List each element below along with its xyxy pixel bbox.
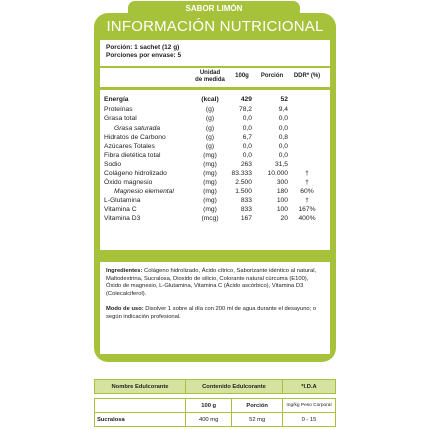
nutrient-por: 0,0 [278,143,288,150]
nutrient-name: Magnesio elemental [114,188,174,195]
col-portion: Porción [260,73,284,79]
nutrient-row [100,205,330,214]
nutrient-por: 52 [280,96,288,103]
sweetener-ida: 0 - 15 [283,413,336,427]
nutrient-por: 300 [276,179,288,186]
nutrient-row [100,160,330,169]
portion-size: Porción: 1 sachet (12 g) [106,44,180,51]
sweetener-content-header: Contenido Edulcorante [186,380,283,394]
nutrient-por: 0,0 [278,115,288,122]
nutrient-v100: 78,2 [238,106,252,113]
nutrient-v100: 0,0 [242,143,252,150]
nutrient-row [100,178,330,187]
sub-portion: Porción [232,399,283,413]
flavor-tab: SABOR LIMÓN [128,1,300,17]
nutrient-por: 20 [280,215,288,222]
col-100g: 100g [235,73,249,79]
usage-text: Disolver 1 sobre al día con 200 ml de agua durante el desayuno; o según indicación profesional. [106,306,317,320]
portions-per-pack: Porciones por envase: 5 [106,52,182,59]
nutrient-v100: 429 [240,96,252,103]
nutrient-name: Colágeno hidrolizado [104,170,167,177]
nutrient-v100: 1.500 [235,188,252,195]
ingredients-box [100,262,330,354]
nutrient-name: Vitamina C [104,206,137,213]
nutrient-row [100,105,330,114]
usage-label: Modo de uso: [106,306,144,313]
sub-ida-unit: mg/kg Peso Corporal [283,399,336,413]
nutrient-name: Grasa saturada [114,125,161,132]
nutrient-unit: (mg) [203,152,217,159]
nutrient-ddr: † [305,170,309,177]
nutrient-por: 0,0 [278,125,288,132]
nutrient-por: 0,0 [278,152,288,159]
nutrient-v100: 833 [240,197,252,204]
nutrient-row [100,95,330,104]
nutrient-unit: (mg) [203,206,217,213]
nutrient-row [100,196,330,205]
nutrient-ddr: 167% [298,206,316,213]
nutrient-name: Proteínas [104,106,133,113]
nutrient-ddr: 400% [298,215,316,222]
nutrient-ddr: † [305,197,309,204]
nutrient-v100: 6,7 [242,134,252,141]
ingredients-label: Ingredientes: [106,268,143,274]
nutrient-ddr: 60% [300,188,314,195]
nutrient-ddr: † [305,179,309,186]
nutrient-row [100,187,330,196]
nutrient-row [100,169,330,178]
sweetener-table [94,379,336,427]
nutrient-v100: 0,0 [242,125,252,132]
nutrient-v100: 833 [240,206,252,213]
sweetener-portion: 52 mg [232,413,283,427]
nutrient-unit: (mg) [203,197,217,204]
sweetener-100g: 400 mg [186,413,232,427]
nutrient-unit: (mg) [203,188,217,195]
nutrient-por: 10.000 [267,170,288,177]
nutrient-name: Hidratos de Carbono [104,134,166,141]
portion-box [100,40,330,66]
nutrient-row [100,214,330,223]
nutrient-name: Vitamina D3 [104,215,141,222]
nutrient-unit: (mcg) [201,215,219,222]
nutrient-unit: (g) [205,134,215,141]
nutrient-name: Azúcares Totales [104,143,155,150]
ingredients-text: Colágeno hidrolizado, Ácido cítrico, Saborizante idéntico al natural, Maltodextrina, Sucralosa, Dioxido de silicio, Colorante natural cúrcuma (E100), Óxido de magnesio, L-Glutamina, Vitamina C (Ácido ascórbico), Vitamina D3 (Colecalciferol). [106,268,317,297]
sub-100g: 100 g [186,399,232,413]
nutrient-row [100,133,330,142]
col-unit: Unidad de medida [195,70,225,83]
nutrient-unit: (mg) [203,170,217,177]
nutrient-unit: (kcal) [201,96,219,103]
nutrient-table [100,90,330,250]
nutrient-row [100,114,330,123]
nutrient-unit: (g) [205,115,215,122]
nutrient-v100: 83.333 [231,170,252,177]
sweetener-name: Sucralosa [95,413,186,427]
nutrient-unit: (mg) [203,179,217,186]
nutrient-por: 180 [276,188,288,195]
column-header [100,68,330,87]
nutrient-por: 9,4 [278,106,288,113]
nutrient-unit: (g) [205,143,215,150]
nutrient-v100: 0,0 [242,152,252,159]
nutrient-unit: (mg) [203,161,217,168]
nutrient-row [100,151,330,160]
nutrient-name: Sodio [104,161,122,168]
col-ddr: DDR* (%) [293,73,321,79]
nutrient-unit: (g) [205,106,215,113]
nutrient-v100: 2.500 [235,179,252,186]
nutrient-por: 0,8 [278,134,288,141]
nutrient-v100: 167 [240,215,252,222]
nutrient-name: Óxido magnesio [104,179,153,186]
nutrient-unit: (g) [205,125,215,132]
nutrient-row [100,124,330,133]
nutrient-name: L-Glutamina [104,197,141,204]
sweetener-name-header: Nombre Edulcorante [95,380,186,394]
nutrition-title: INFORMACIÓN NUTRICIONAL [106,18,324,35]
nutrient-por: 31,5 [274,161,288,168]
nutrient-name: Grasa total [104,115,137,122]
ida-header: *I.D.A [283,380,336,394]
nutrient-por: 100 [276,206,288,213]
nutrient-v100: 0,0 [242,115,252,122]
nutrient-row [100,142,330,151]
nutrient-name: Fibra dietética total [104,152,161,159]
nutrient-name: Energía [104,96,129,103]
nutrient-por: 100 [276,197,288,204]
nutrient-v100: 263 [240,161,252,168]
